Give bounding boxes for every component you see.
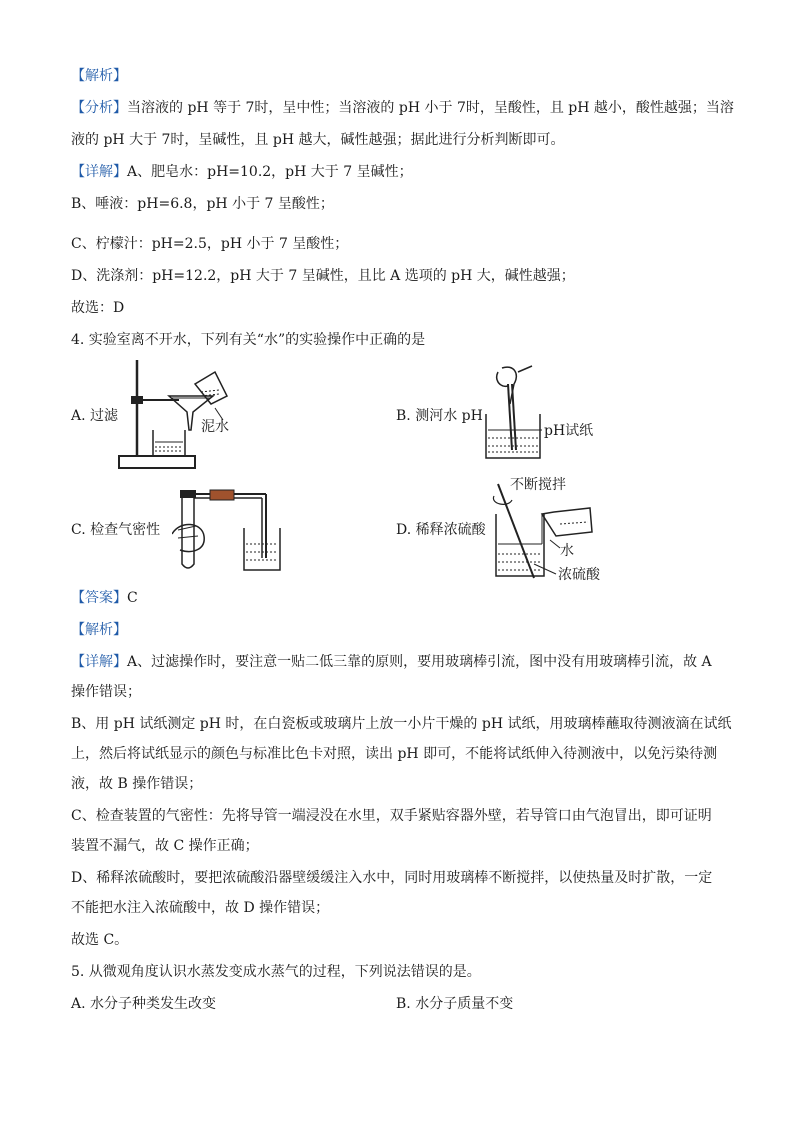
label-keep-stirring: 不断搅拌 — [510, 477, 566, 493]
label-ph-paper: pH试纸 — [544, 423, 594, 439]
detail-line-b: B、唾液：pH=6.8，pH 小于 7 呈酸性； — [71, 196, 334, 212]
detail-q4-line10: 故选 C。 — [71, 932, 129, 948]
label-conc-acid: 浓硫酸 — [558, 567, 600, 583]
label-water: 水 — [560, 543, 574, 559]
label-mud-water: 泥水 — [201, 419, 229, 435]
xiangjie-line-a — [71, 162, 413, 182]
detail-q4-line4: 上，然后将试纸显示的颜色与标准比色卡对照，读出 pH 即可，不能将试纸伸入待测液中，以免污染待测 — [71, 746, 718, 762]
fenxi-text: 当溶液的 pH 等于 7时，呈中性；当溶液的 pH 小于 7时，呈酸性，且 pH 越小，酸性越强；当溶 — [127, 100, 734, 116]
figure-airtightness — [172, 484, 282, 574]
fenxi-paragraph-line2: 液的 pH 大于 7时，呈碱性，且 pH 越大，碱性越强；据此进行分析判断即可。 — [71, 132, 565, 148]
figure-ph-test — [484, 364, 594, 464]
detail-q4-line5: 液，故 B 操作错误； — [71, 776, 203, 792]
question-5-stem: 5. 从微观角度认识水蒸发变成水蒸气的过程，下列说法错误的是。 — [71, 964, 481, 980]
option-c-label: C. 检查气密性 — [71, 522, 161, 538]
detail-text: A、过滤操作时，要注意一贴二低三靠的原则，要用玻璃棒引流，图中没有用玻璃棒引流，故 A — [127, 654, 712, 670]
detail-line-c: C、柠檬汁：pH=2.5，pH 小于 7 呈酸性； — [71, 236, 349, 252]
figure-filtration — [115, 356, 255, 474]
detail-q4-line9: 不能把水注入浓硫酸中，故 D 操作错误； — [71, 900, 330, 916]
detail-q4-line1 — [71, 652, 712, 672]
option-d-label: D. 稀释浓硫酸 — [396, 522, 486, 538]
conclusion-line: 故选：D — [71, 300, 125, 316]
detail-q4-line7: 装置不漏气，故 C 操作正确； — [71, 838, 259, 854]
q5-option-a: A. 水分子种类发生改变 — [71, 996, 217, 1012]
detail-line-d: D、洗涤剂：pH=12.2，pH 大于 7 呈碱性，且比 A 选项的 pH 大，碱性越强； — [71, 268, 575, 284]
detail-q4-line8: D、稀释浓硫酸时，要把浓硫酸沿器壁缓缓注入水中，同时用玻璃棒不断搅拌，以使热量及时扩散，一定 — [71, 870, 713, 886]
xiangjie-tag-q4: 【详解】 — [71, 654, 127, 670]
answer-value: C — [127, 590, 138, 606]
detail-q4-line6: C、检查装置的气密性：先将导管一端浸没在水里，双手紧贴容器外壁，若导管口由气泡冒出，即可证明 — [71, 808, 712, 824]
analysis-heading: 【解析】 — [71, 68, 127, 84]
fenxi-paragraph-line1 — [71, 98, 734, 118]
answer-line — [71, 588, 138, 608]
answer-tag: 【答案】 — [71, 590, 127, 606]
question-4-stem: 4. 实验室离不开水，下列有关“水”的实验操作中正确的是 — [71, 332, 426, 348]
option-b-label: B. 测河水 pH — [396, 408, 483, 424]
fenxi-tag: 【分析】 — [71, 100, 127, 116]
xiangjie-tag: 【详解】 — [71, 164, 127, 180]
detail-q4-line3: B、用 pH 试纸测定 pH 时，在白瓷板或玻璃片上放一小片干燥的 pH 试纸，用玻璃棒蘸取待测液滴在试纸 — [71, 716, 732, 732]
figure-dilution — [490, 474, 630, 584]
detail-q4-line2: 操作错误； — [71, 684, 141, 700]
q5-option-b: B. 水分子质量不变 — [396, 996, 514, 1012]
analysis-heading-q4: 【解析】 — [71, 622, 127, 638]
detail-text: A、肥皂水：pH=10.2，pH 大于 7 呈碱性； — [127, 164, 413, 180]
option-a-label: A. 过滤 — [71, 408, 119, 424]
